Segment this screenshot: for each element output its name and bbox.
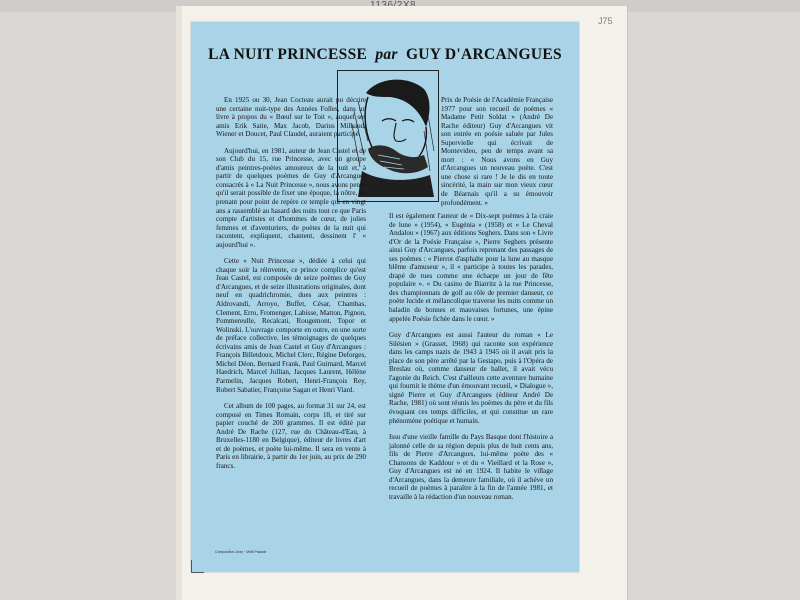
paragraph: Issu d'une vieille famille du Pays Basque dont l'histoire a jalonné celle de sa région depuis plus de huit cents ans, fils de Pierre d'Arcangues, lui-même poète des « Chansons de Kaddour » et du « Vieillard et la Rose », Guy d'Arcangues est né en 1924. Il habite le village d'Arcangues, dans la demeure familiale, où il achève un recueil de poèmes à paraître à la fin de l'année 1981, et travaille à la rédaction d'un nouveau roman. xyxy=(389,433,553,501)
paragraph: Guy d'Arcangues est aussi l'auteur du roman « Le Silésien » (Grasset, 1968) qui raconte son expérience dans les camps nazis de 1943 à 1945 où il avait pris la place de son père arrêté par la Gestapo, puis à l'Opéra de Breslau où, comme danseur de ballet, il avait vécu l'agonie du Reich. C'est d'ailleurs cette aventure humaine qui fournit le thème d'un émouvant recueil, « Dialogue », signé Pierre et Guy d'Arcangues (éditeur André De Rache, 1981) où sont réunis les poèmes du père et du fils évoquant ces temps difficiles, et qui constitue un rare phénomène poétique et humain. xyxy=(389,331,553,425)
right-column-top xyxy=(441,96,553,215)
title-par: par xyxy=(375,46,398,63)
right-column-bottom xyxy=(389,212,553,510)
document-sheet xyxy=(191,22,579,572)
folder-edge xyxy=(176,6,182,600)
page-title xyxy=(191,46,579,64)
sheet-corner-mark xyxy=(191,560,204,573)
archive-corner-mark: J75 xyxy=(598,16,613,26)
paragraph: Prix de Poésie de l'Académie Française 1977 pour son recueil de poèmes « Madame Petit Soldat » (André De Rache éditeur) Guy d'Arcangues vit son entrée en poésie saluée par Jules Supervielle qui écrivait de Montevideo, peu de temps avant sa mort : « Nous avons en Guy d'Arcangues un nouveau poète. C'est une chose si rare ! Je le dis en toute sincérité, la main sur mon vieux cœur de Béarnais qu'il a su émouvoir profondément. » xyxy=(441,96,553,207)
title-left: LA NUIT PRINCESSE xyxy=(208,46,368,63)
title-right: GUY D'ARCANGUES xyxy=(405,46,562,63)
left-column xyxy=(216,96,366,478)
paragraph: Aujourd'hui, en 1981, auteur de Jean Castel et de son Club du 15, rue Princesse, avec un groupe d'amis peintres-poètes amoureux de la nuit et, à partir de quelques poèmes de Guy d'Arcangues consacrés à « La Nuit Princesse », nous avons pensé qu'il serait possible de fixer une époque, la nôtre, en prenant pour point de repère ce temple qui en vingt ans a rassemblé au hasard des nuits tout ce que Paris compte d'artistes et d'hommes de cœur, de jolies femmes et d'aventuriers, de poètes de la nuit qui racontent, expliquent, chantent, dessinent l' « aujourd'hui ». xyxy=(216,146,366,249)
paragraph: Il est également l'auteur de « Dix-sept poèmes à la craie de lune » (1954), « Eugénia » (1958) et « Le Cheval Andalou » (1967) aux éditions Seghers. Dans son « Livre d'Or de la Poésie Française », Pierre Seghers présente ainsi Guy d'Arcangues, parfois reprenant des passages de ses poèmes : « Pierrot d'asphalte pour la lune au masque blême d'amuseur », il « participe à toutes les parades, drapé de rues comme une écharpe un jour de fête populaire ». « Du casino de Biarritz à la rue Princesse, des championnats de golf au rôle de premier danseur, ce poète lucide et mélancolique traverse les nuits comme un baladin de bonnes et mauvaises fortunes, une épine appelée Poésie fichée dans le cœur. » xyxy=(389,212,553,323)
paragraph: Cette « Nuit Princesse », dédiée à celui qui chaque soir la réinvente, ce prince complice qu'est Jean Castel, est composée de seize poèmes de Guy d'Arcangues, et de seize illustrations originales, dont neuf en quadrichromie, dues aux peintres : Aldrovandi, Arroyo, Buffet, César, Chambas, Clement, Erro, Fromenger, Labisse, Matton, Pignon, Pommereulle, Recalcati, Rougemont, Topor et Wolinski. L'ouvrage comporte en outre, en une sorte de préface collective, les témoignages de quelques écrivains amis de Jean Castel et Guy d'Arcangues : François Billetdoux, Michel Clerc, Régine Deforges, Michel Déon, Bernard Frank, Paul Guimard, Marcel Haedrich, Marcel Jullian, Jacques Laurent, Hélène Parmelin, Jacques Robert, Henri-François Rey, Robert Sabatier, Françoise Sagan et Henri Viard. xyxy=(216,257,366,394)
print-credit: Composition Jean · Mirlit Pasadé xyxy=(215,550,267,554)
paragraph: Cet album de 100 pages, au format 31 sur 24, est composé en Times Romain, corps 18, et tiré sur papier couché de 200 grammes. Il est édité par André De Rache (127, rue du Château-d'Eau, à Bruxelles-1180 en Belgique), éditeur de livres d'art et de poèmes, et poète lui-même. Il sera en vente à Paris en librairie, à partir du 1er juin, au prix de 290 francs. xyxy=(216,402,366,470)
paragraph: En 1925 ou 30, Jean Cocteau aurait pu décrire une certaine nuit-type des Années Folles, dans un livre à propos du « Bœuf sur le Toit », auquel ses amis Erik Satie, Max Jacob, Darius Milhaud, Wiener et Doucet, Paul Claudel, auraient participé. xyxy=(216,96,366,139)
